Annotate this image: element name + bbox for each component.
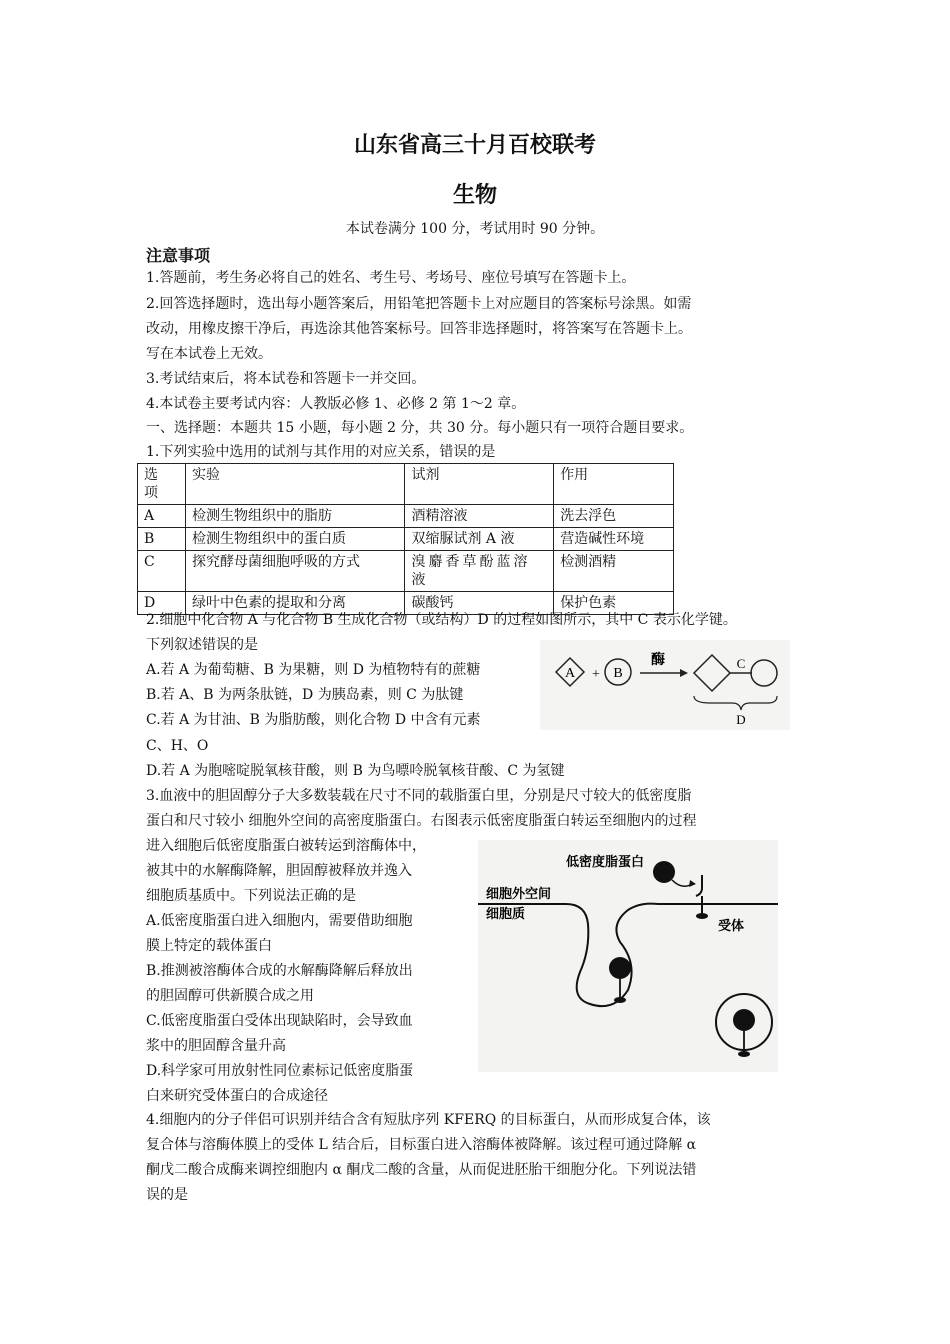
table-cell: 检测酒精 [554, 551, 674, 592]
figure-background [540, 640, 790, 730]
notice-item: 1.答题前，考生务必将自己的姓名、考生号、考场号、座位号填写在答题卡上。 [146, 270, 636, 286]
bond-c-label: C [736, 656, 746, 671]
q1-table [137, 463, 674, 615]
notice-item: 改动，用橡皮擦干净后，再选涂其他答案标号。回答非选择题时，将答案写在答题卡上。 [146, 321, 692, 337]
table-cell: B [138, 528, 186, 551]
q3-stem: 3.血液中的胆固醇分子大多数装载在尺寸不同的载脂蛋白里，分别是尺寸较大的低密度脂 [146, 788, 692, 804]
table-cell: A [138, 505, 186, 528]
table-cell: 碳酸钙 [405, 592, 554, 615]
table-row [138, 528, 674, 551]
q2-option-a: A.若 A 为葡萄糖、B 为果糖，则 D 为植物特有的蔗糖 [146, 662, 481, 678]
diamond-a-label: A [564, 666, 576, 681]
table-cell: 绿叶中色素的提取和分离 [185, 592, 405, 615]
q3-option-d: D.科学家可用放射性同位素标记低密度脂蛋 [146, 1063, 414, 1079]
table-cell: 检测生物组织中的蛋白质 [185, 528, 405, 551]
table-row [138, 551, 674, 592]
q4-stem: 复合体与溶酶体膜上的受体 L 结合后，目标蛋白进入溶酶体被降解。该过程可通过降解 α [146, 1137, 697, 1153]
q2-stem: 2.细胞中化合物 A 与化合物 B 生成化合物（或结构）D 的过程如图所示，其中 C 表示化学键。 [146, 612, 737, 628]
table-cell: 营造碱性环境 [554, 528, 674, 551]
q3-endocytosis-diagram [478, 840, 778, 1072]
q2-option-d: D.若 A 为胞嘧啶脱氧核苷酸，则 B 为鸟嘌呤脱氧核苷酸、C 为氢键 [146, 763, 565, 779]
internal-receptor-base [614, 997, 626, 1003]
receptor-label: 受体 [718, 919, 745, 934]
notice-item: 写在本试卷上无效。 [146, 346, 272, 362]
q3-stem: 被其中的水解酶降解，胆固醇被释放并逸入 [146, 863, 412, 879]
enzyme-label: 酶 [651, 652, 665, 668]
exam-title: 山东省高三十月百校联考 [353, 133, 596, 158]
q4-stem: 误的是 [146, 1187, 188, 1203]
table-cell: 溴麝香草酚蓝溶液 [405, 551, 554, 592]
table-cell: 检测生物组织中的脂肪 [185, 505, 405, 528]
q2-stem-2: 下列叙述错误的是 [146, 637, 258, 653]
subject-title: 生物 [452, 183, 497, 208]
vesicle-ldl [733, 1009, 755, 1031]
table-row [138, 505, 674, 528]
table-cell: 双缩脲试剂 A 液 [405, 528, 554, 551]
table-header-cell: 试剂 [405, 464, 554, 505]
table-header-cell: 实验 [185, 464, 405, 505]
q3-stem: 进入细胞后低密度脂蛋白被转运到溶酶体中， [146, 838, 426, 854]
table-header-row [138, 464, 674, 505]
ldl-particle [653, 861, 675, 883]
cytoplasm-label: 细胞质 [486, 907, 526, 922]
notice-item: 4.本试卷主要考试内容：人教版必修 1、必修 2 第 1～2 章。 [146, 396, 526, 412]
notice-item: 3.考试结束后，将本试卷和答题卡一并交回。 [146, 371, 426, 387]
ldl-label: 低密度脂蛋白 [566, 855, 645, 870]
plus-sign: + [592, 667, 600, 682]
q2-reaction-diagram [540, 640, 790, 730]
receptor-base [696, 913, 708, 919]
q2-option-b: B.若 A、B 为两条肽链，D 为胰岛素，则 C 为肽键 [146, 687, 464, 703]
q3-option-b-cont: 的胆固醇可供新膜合成之用 [146, 988, 314, 1004]
q4-stem: 4.细胞内的分子伴侣可识别并结合含有短肽序列 KFERQ 的目标蛋白，从而形成复合体，该 [146, 1112, 711, 1128]
q3-option-a-cont: 膜上特定的载体蛋白 [146, 938, 272, 954]
q3-option-d-cont: 白来研究受体蛋白的合成途径 [146, 1088, 328, 1104]
extracellular-label: 细胞外空间 [486, 887, 552, 902]
q3-option-c-cont: 浆中的胆固醇含量升高 [146, 1038, 286, 1054]
notice-heading: 注意事项 [146, 246, 211, 265]
section-heading: 一、选择题：本题共 15 小题，每小题 2 分，共 30 分。每小题只有一项符合题目要求。 [146, 420, 694, 436]
q3-option-b: B.推测被溶酶体合成的水解酶降解后释放出 [146, 963, 413, 979]
table-cell: 酒精溶液 [405, 505, 554, 528]
q3-stem: 细胞质基质中。下列说法正确的是 [146, 888, 356, 904]
table-cell: 洗去浮色 [554, 505, 674, 528]
table-cell: D [138, 592, 186, 615]
vesicle-receptor-base [738, 1051, 750, 1057]
table-cell: C [138, 551, 186, 592]
circle-b-label: B [613, 666, 623, 681]
q1-stem: 1.下列实验中选用的试剂与其作用的对应关系，错误的是 [146, 444, 496, 460]
table-header-cell: 选项 [138, 464, 186, 505]
exam-note: 本试卷满分 100 分，考试用时 90 分钟。 [345, 221, 605, 237]
q3-option-a: A.低密度脂蛋白进入细胞内，需要借助细胞 [146, 913, 413, 929]
brace-d-label: D [736, 712, 746, 727]
q4-stem: 酮戊二酸合成酶来调控细胞内 α 酮戊二酸的含量，从而促进胚胎干细胞分化。下列说法错 [146, 1162, 697, 1178]
q3-stem: 蛋白和尺寸较小 细胞外空间的高密度脂蛋白。右图表示低密度脂蛋白转运至细胞内的过程 [146, 813, 697, 829]
q2-option-c: C.若 A 为甘油、B 为脂肪酸，则化合物 D 中含有元素 [146, 712, 481, 728]
table-cell: 探究酵母菌细胞呼吸的方式 [185, 551, 405, 592]
table-header-cell: 作用 [554, 464, 674, 505]
internalized-ldl [609, 957, 631, 979]
notice-item: 2.回答选择题时，选出每小题答案后，用铅笔把答题卡上对应题目的答案标号涂黑。如需 [146, 296, 692, 312]
table-cell: 保护色素 [554, 592, 674, 615]
q2-option-c-cont: C、H、O [146, 738, 209, 754]
q3-option-c: C.低密度脂蛋白受体出现缺陷时，会导致血 [146, 1013, 413, 1029]
